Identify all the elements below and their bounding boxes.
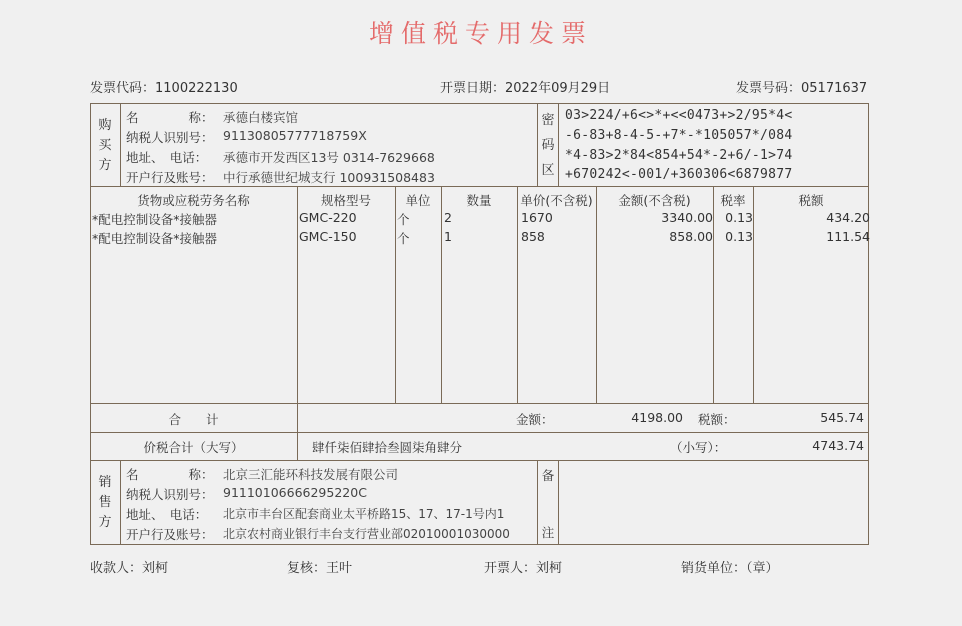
divider-seller-label <box>120 460 121 545</box>
buyer-bank-label: 开户行及账号： <box>126 170 214 185</box>
seller-address: 北京市丰台区配套商业太平桥路15、17、17-1号内1 <box>223 507 505 521</box>
buyer-label-char: 方 <box>98 158 112 173</box>
payee <box>90 557 168 576</box>
totals-label: 合 计 <box>168 412 219 427</box>
item-amount: 3340.00 <box>661 210 713 225</box>
seller-label-char: 方 <box>98 515 112 530</box>
cipher-line: +670242<-001/+360306<6879877 <box>565 167 793 182</box>
col-divider-spec <box>395 186 396 403</box>
buyer-taxid-label: 纳税人识别号： <box>126 130 214 145</box>
issue-date-value: 2022年09月29日 <box>505 81 611 96</box>
invoice-number-label: 发票号码： <box>736 81 802 96</box>
issue-date <box>440 77 610 96</box>
payee-value: 刘柯 <box>142 561 169 576</box>
seller-taxid-label: 纳税人识别号： <box>126 487 214 502</box>
buyer-name-row <box>126 108 214 126</box>
item-amount: 858.00 <box>669 229 713 244</box>
item-qty: 2 <box>444 210 452 225</box>
cipher-label-char: 码 <box>541 138 555 153</box>
invoice-code-value: 1100222130 <box>155 81 238 96</box>
remarks-label-bottom: 注 <box>541 525 555 540</box>
invoice-code-label: 发票代码： <box>90 81 156 96</box>
item-spec: GMC-220 <box>299 210 357 225</box>
grand-total-value: 4743.74 <box>812 438 864 453</box>
seller-seal: 销货单位：（章） <box>681 561 779 576</box>
col-header-amount: 金额(不含税) <box>618 193 691 208</box>
item-qty: 1 <box>444 229 452 244</box>
invoice-number <box>736 77 867 96</box>
reviewer-value: 王叶 <box>326 561 353 576</box>
payee-label: 收款人： <box>90 561 143 576</box>
issuer-label: 开票人： <box>484 561 537 576</box>
item-name: *配电控制设备*接触器 <box>92 231 218 246</box>
grand-total-words: 肆仟柒佰肆拾叁圆柒角肆分 <box>312 440 463 455</box>
totals-tax: 545.74 <box>820 410 864 425</box>
col-header-qty: 数量 <box>466 193 492 208</box>
divider-buyer-label <box>120 103 121 186</box>
totals-amount-label: 金额： <box>516 412 554 427</box>
grand-total-label: 价税合计（大写） <box>143 440 244 455</box>
reviewer <box>287 557 352 576</box>
buyer-bank: 中行承德世纪城支行 100931508483 <box>223 170 435 185</box>
item-rate: 0.13 <box>725 229 753 244</box>
seller-bank: 北京农村商业银行丰台支行营业部02010001030000 <box>223 527 510 541</box>
item-price: 1670 <box>521 210 553 225</box>
seller-label-char: 售 <box>98 495 112 510</box>
item-unit: 个 <box>397 231 410 246</box>
divider-remarks-label <box>558 460 559 545</box>
buyer-taxid: 91130805777718759X <box>223 128 367 143</box>
cipher-line: *4-83>2*84<854+54*-2+6/-1>74 <box>565 148 793 163</box>
reviewer-label: 复核： <box>287 561 327 576</box>
divider-grand-seller <box>90 460 869 461</box>
item-spec: GMC-150 <box>299 229 357 244</box>
buyer-name: 承德白楼宾馆 <box>223 110 299 125</box>
totals-tax-label: 税额： <box>698 412 736 427</box>
issuer-value: 刘柯 <box>536 561 563 576</box>
cipher-label-char: 密 <box>541 113 555 128</box>
seller-address-label: 地址、 电话： <box>126 507 208 522</box>
col-divider-unit <box>441 186 442 403</box>
divider-totals-grand <box>90 432 869 433</box>
item-price: 858 <box>521 229 545 244</box>
col-header-unit: 单位 <box>405 193 431 208</box>
cipher-section-label <box>533 108 563 183</box>
buyer-address-label: 地址、 电话： <box>126 150 208 165</box>
buyer-address: 承德市开发西区13号 0314-7629668 <box>223 150 435 165</box>
buyer-label-char: 买 <box>98 138 112 153</box>
buyer-section-label <box>90 116 120 176</box>
invoice-code <box>90 77 238 96</box>
item-rate: 0.13 <box>725 210 753 225</box>
item-tax: 111.54 <box>826 229 870 244</box>
invoice-number-value: 05171637 <box>801 81 868 96</box>
col-divider-qty <box>517 186 518 403</box>
item-tax: 434.20 <box>826 210 870 225</box>
issue-date-label: 开票日期： <box>440 81 506 96</box>
cipher-line: -6-83+8-4-5-+7*-*105057*/084 <box>565 128 793 143</box>
seller-section-label <box>90 473 120 533</box>
seller-name-label: 名 称： <box>126 467 214 482</box>
remarks-label-top: 备 <box>541 468 555 483</box>
cipher-line: 03>224/+6<>*+<<0473+>2/95*4< <box>565 108 793 123</box>
seller-name: 北京三汇能环科技发展有限公司 <box>223 467 399 482</box>
issuer <box>484 557 562 576</box>
buyer-name-label: 名 称： <box>126 110 214 125</box>
col-header-rate: 税率 <box>720 193 746 208</box>
col-header-tax: 税额 <box>798 193 824 208</box>
totals-amount: 4198.00 <box>631 410 683 425</box>
divider-items-totals <box>90 403 869 404</box>
item-name: *配电控制设备*接触器 <box>92 212 218 227</box>
seller-bank-label: 开户行及账号： <box>126 527 214 542</box>
col-header-spec: 规格型号 <box>320 193 371 208</box>
item-unit: 个 <box>397 212 410 227</box>
col-header-name: 货物或应税劳务名称 <box>137 193 250 208</box>
seller-taxid: 91110106666295220C <box>223 485 367 500</box>
invoice-title: 增值税专用发票 <box>368 19 593 48</box>
col-header-price: 单价(不含税) <box>520 193 593 208</box>
col-divider-name <box>297 186 298 460</box>
buyer-label-char: 购 <box>98 118 112 133</box>
grand-total-small-label: （小写）： <box>670 440 727 455</box>
cipher-label-char: 区 <box>541 163 555 178</box>
seller-label-char: 销 <box>98 475 112 490</box>
